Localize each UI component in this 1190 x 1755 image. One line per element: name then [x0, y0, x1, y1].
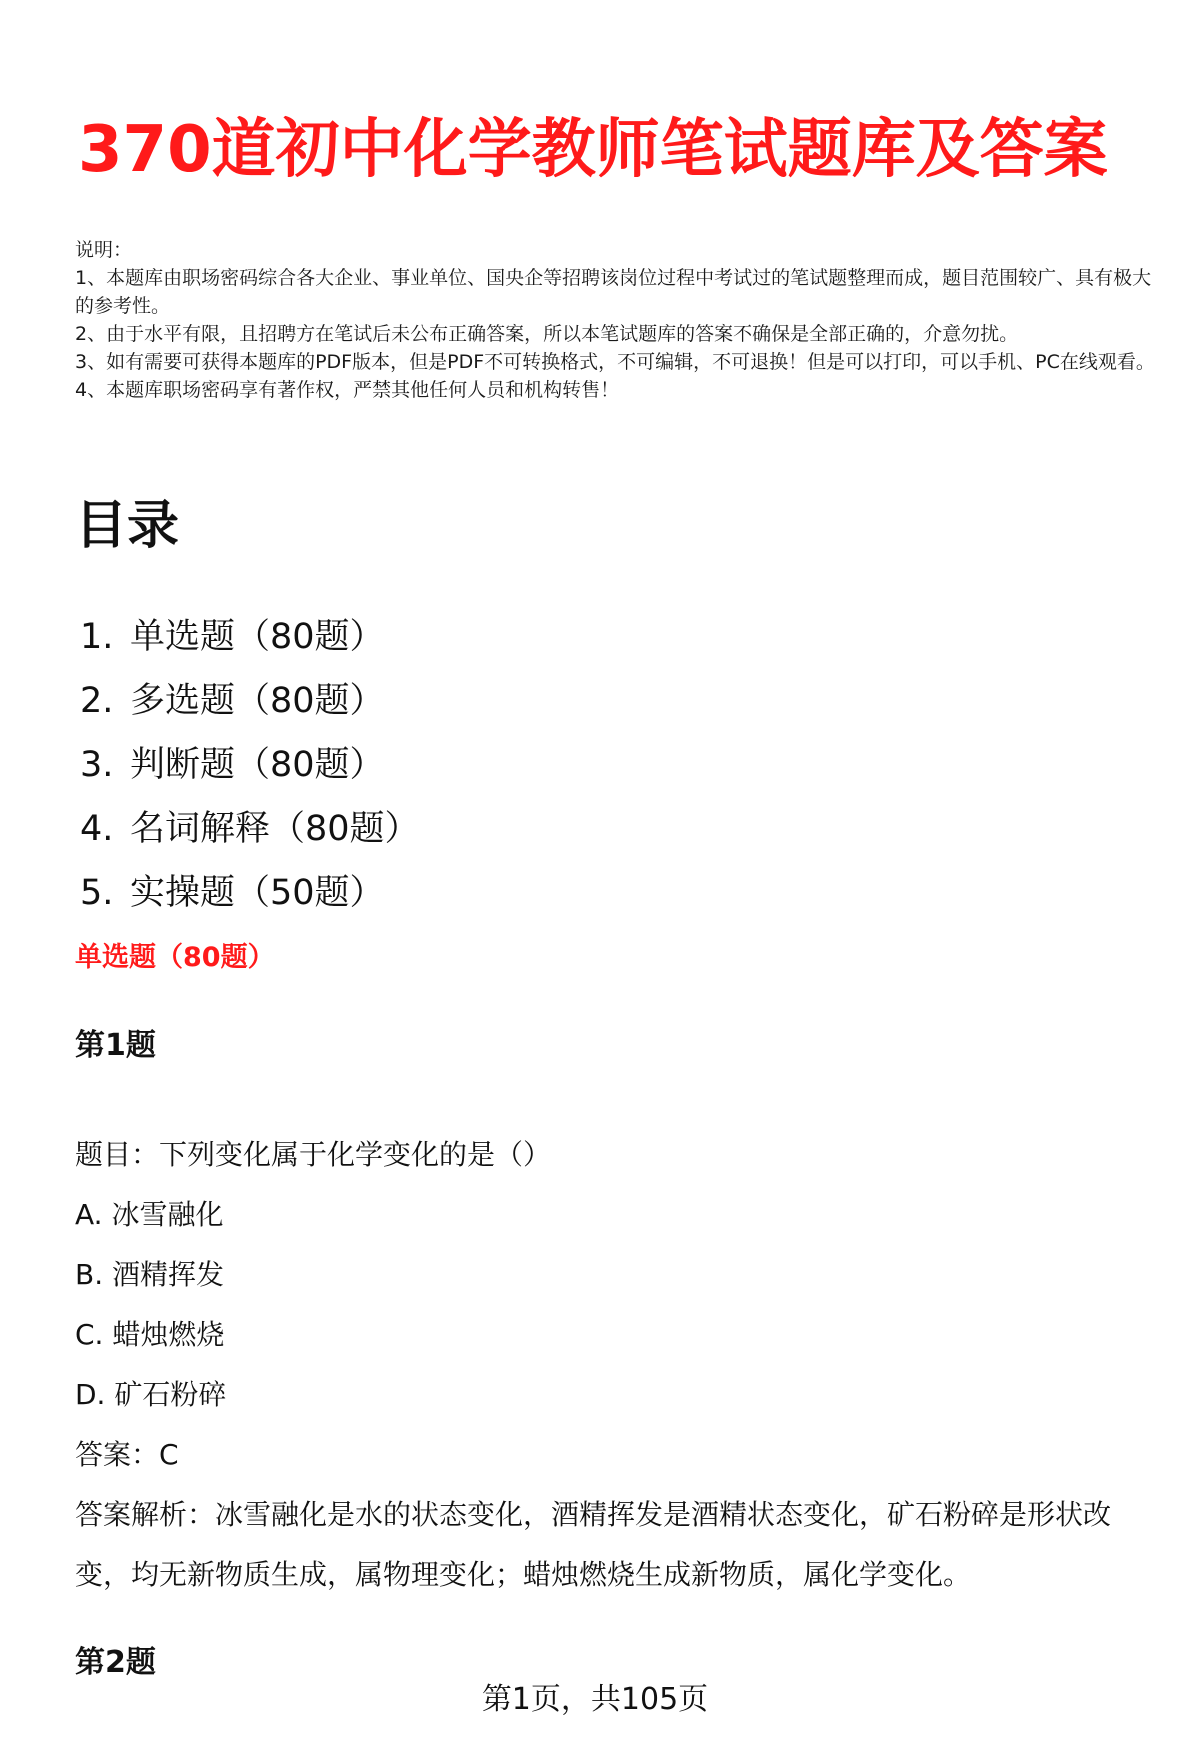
toc-item[interactable]	[80, 733, 420, 797]
page-footer: 第1页，共105页	[481, 1682, 709, 1717]
toc-item-label: 实操题（50题）	[130, 873, 385, 913]
toc-item-label: 名词解释（80题）	[130, 809, 420, 849]
question-answer: 答案：C	[75, 1438, 179, 1471]
toc-item-number: 2.	[80, 681, 114, 721]
question-stem: 题目：下列变化属于化学变化的是（）	[75, 1138, 552, 1171]
toc-list	[80, 605, 420, 925]
document-title: 370道初中化学教师笔试题库及答案	[78, 113, 1108, 187]
question-option: D. 矿石粉碎	[75, 1378, 227, 1411]
toc-item-number: 1.	[80, 617, 114, 657]
question-heading: 第1题	[75, 1028, 156, 1063]
toc-item[interactable]	[80, 861, 420, 925]
notes-item: 3、如有需要可获得本题库的PDF版本，但是PDF不可转换格式，不可编辑，不可退换！但是可以打印，可以手机、PC在线观看。	[75, 351, 1155, 373]
toc-item[interactable]	[80, 669, 420, 733]
question-option: B. 酒精挥发	[75, 1258, 225, 1291]
toc-item-number: 3.	[80, 745, 114, 785]
toc-item-label: 判断题（80题）	[130, 745, 385, 785]
question-explanation: 答案解析：冰雪融化是水的状态变化，酒精挥发是酒精状态变化，矿石粉碎是形状改变，均无新物质生成，属物理变化；蜡烛燃烧生成新物质，属化学变化。	[75, 1498, 1112, 1591]
question-option: C. 蜡烛燃烧	[75, 1318, 225, 1351]
toc-item[interactable]	[80, 797, 420, 861]
notes-item: 1、本题库由职场密码综合各大企业、事业单位、国央企等招聘该岗位过程中考试过的笔试题整理而成，题目范围较广、具有极大的参考性。	[75, 267, 1152, 317]
toc-item-label: 多选题（80题）	[130, 681, 385, 721]
question-body	[75, 1125, 1165, 1605]
toc-item[interactable]	[80, 605, 420, 669]
toc-item-label: 单选题（80题）	[130, 617, 385, 657]
notes-block	[75, 236, 1165, 404]
toc-item-number: 5.	[80, 873, 114, 913]
section-heading: 单选题（80题）	[75, 942, 275, 973]
toc-item-number: 4.	[80, 809, 114, 849]
notes-heading: 说明：	[75, 239, 133, 261]
toc-heading: 目录	[75, 496, 180, 556]
notes-item: 4、本题库职场密码享有著作权，严禁其他任何人员和机构转售！	[75, 379, 620, 401]
notes-item: 2、由于水平有限，且招聘方在笔试后未公布正确答案，所以本笔试题库的答案不确保是全部正确的，介意勿扰。	[75, 323, 1019, 345]
question-option: A. 冰雪融化	[75, 1198, 224, 1231]
question-heading: 第2题	[75, 1645, 156, 1680]
